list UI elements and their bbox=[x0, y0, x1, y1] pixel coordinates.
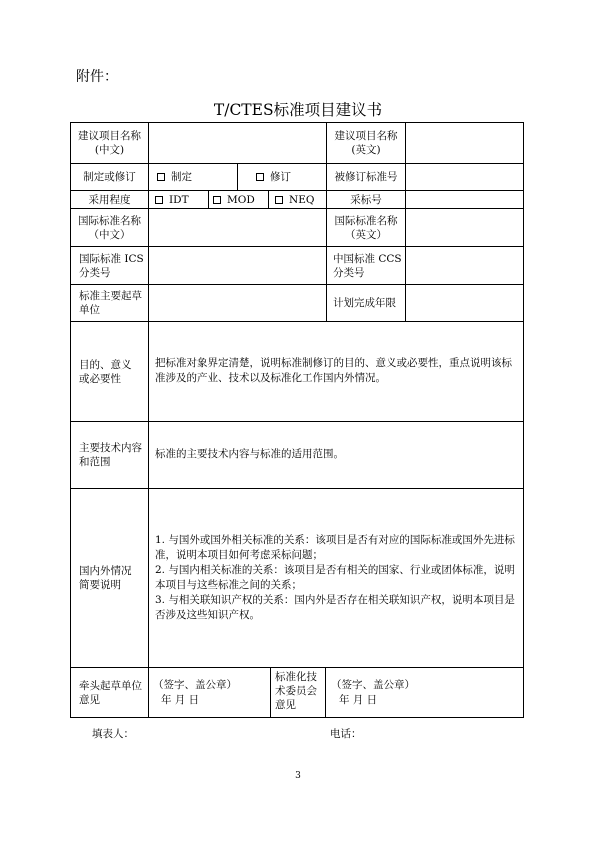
intl-std-name-en-line1: 国际标准名称 bbox=[334, 214, 398, 227]
intl-ics-line1: 国际标准 ICS bbox=[79, 252, 144, 265]
page-number: 3 bbox=[295, 771, 301, 781]
col-divider bbox=[148, 122, 149, 718]
cn-ccs-line1: 中国标准 CCS bbox=[333, 252, 402, 265]
purpose-label bbox=[71, 322, 148, 421]
date-label: 年 月 日 bbox=[339, 694, 378, 706]
intl-std-name-cn-line1: 国际标准名称 bbox=[78, 214, 141, 227]
checkbox-icon bbox=[256, 173, 264, 181]
main-drafter-line2: 单位 bbox=[79, 304, 100, 316]
adopted-std-no-label: 采标号 bbox=[350, 193, 382, 206]
situation-label bbox=[71, 489, 148, 667]
neq-option[interactable] bbox=[269, 191, 326, 208]
intl-std-name-en-line2: （英文） bbox=[345, 228, 387, 241]
cn-ccs-label bbox=[327, 247, 405, 284]
table-border-bottom bbox=[70, 717, 524, 718]
committee-signature bbox=[331, 678, 521, 708]
intl-std-name-en-label bbox=[327, 209, 405, 246]
intl-std-name-cn-line2: （中文） bbox=[88, 228, 131, 241]
intl-ics-line2: 分类号 bbox=[79, 266, 111, 279]
revised-std-no-label: 被修订标准号 bbox=[334, 171, 398, 183]
adoption-degree-label: 采用程度 bbox=[88, 193, 131, 206]
situation-line1: 国内外情况 bbox=[79, 565, 132, 577]
mod-option-label: MOD bbox=[227, 193, 255, 206]
neq-option-label: NEQ bbox=[289, 193, 315, 206]
tech-scope-content: 标准的主要技术内容与标准的适用范围。 bbox=[155, 448, 344, 460]
date-label: 年 月 日 bbox=[161, 694, 200, 706]
filled-by-label: 填表人： bbox=[92, 728, 134, 740]
revise-option[interactable] bbox=[238, 164, 326, 190]
idt-option[interactable] bbox=[149, 191, 208, 208]
checkbox-icon bbox=[275, 196, 283, 204]
plan-completion-label: 计划完成年限 bbox=[333, 297, 396, 309]
tech-scope-line1: 主要技术内容 bbox=[79, 442, 142, 454]
cn-ccs-line2: 分类号 bbox=[333, 266, 365, 279]
situation-line2: 简要说明 bbox=[79, 579, 121, 591]
proposal-name-en-label bbox=[327, 123, 405, 163]
formulate-or-revise-label: 制定或修订 bbox=[83, 171, 136, 183]
idt-option-label: IDT bbox=[169, 193, 189, 206]
checkbox-icon bbox=[155, 196, 163, 204]
purpose-line1: 目的、意义 bbox=[79, 358, 132, 371]
situation-item: 3. 与相关联知识产权的关系：国内外是否存在相关联知识产权，说明本项目是否涉及这些知识产权。 bbox=[155, 594, 515, 621]
situation-item: 2. 与国内相关标准的关系：该项目是否有相关的国家、行业或团体标准，说明本项目与这些标准之间的关系； bbox=[155, 564, 515, 591]
checkbox-icon bbox=[157, 173, 165, 181]
formulate-option-label: 制定 bbox=[171, 171, 192, 183]
tech-scope-line2: 和范围 bbox=[79, 456, 111, 468]
committee-line3: 意见 bbox=[275, 699, 296, 711]
purpose-content: 把标准对象界定清楚，说明标准制修订的目的、意义或必要性，重点说明该标准涉及的产业、技术以及标准化工作国内外情况。 bbox=[155, 357, 512, 384]
signature-seal-label: （签字、盖公章） bbox=[153, 679, 237, 691]
proposal-name-en-line2: (英文) bbox=[351, 144, 381, 156]
intl-std-name-cn-label bbox=[71, 209, 148, 246]
signature-seal-label: （签字、盖公章） bbox=[331, 679, 415, 691]
lead-unit-opinion-line1: 牵头起草单位 bbox=[79, 679, 142, 692]
checkbox-icon bbox=[213, 196, 221, 204]
lead-unit-opinion-line2: 意见 bbox=[79, 693, 100, 706]
col-divider bbox=[405, 122, 406, 322]
proposal-name-cn-label bbox=[71, 123, 148, 163]
formulate-option[interactable] bbox=[149, 164, 237, 190]
phone-label: 电话： bbox=[330, 728, 362, 740]
table-border-right bbox=[523, 122, 524, 718]
page-title: T/CTES标准项目建议书 bbox=[213, 101, 383, 119]
revise-option-label: 修订 bbox=[270, 171, 291, 183]
col-divider bbox=[325, 667, 326, 718]
committee-line1: 标准化技 bbox=[275, 671, 317, 683]
main-drafter-label bbox=[71, 285, 148, 321]
proposal-name-cn-line1: 建议项目名称 bbox=[78, 130, 141, 142]
proposal-name-cn-line2: (中文) bbox=[94, 144, 125, 156]
situation-content bbox=[155, 533, 519, 623]
mod-option[interactable] bbox=[209, 191, 268, 208]
proposal-name-en-line1: 建议项目名称 bbox=[334, 130, 398, 142]
attachment-label: 附件： bbox=[76, 69, 118, 85]
situation-item: 1. 与国外或国外相关标准的关系：该项目是否有对应的国际标准或国外先进标准，说明本项目如何考虑采标问题； bbox=[155, 534, 515, 561]
col-divider bbox=[270, 667, 271, 718]
intl-ics-label bbox=[71, 247, 148, 284]
tech-scope-label bbox=[71, 422, 148, 488]
purpose-line2: 或必要性 bbox=[79, 372, 121, 385]
lead-unit-opinion-label bbox=[71, 668, 148, 717]
committee-line2: 术委员会 bbox=[275, 685, 317, 697]
main-drafter-line1: 标准主要起草 bbox=[79, 290, 142, 302]
lead-unit-signature bbox=[153, 678, 268, 708]
committee-opinion-label bbox=[272, 670, 325, 717]
